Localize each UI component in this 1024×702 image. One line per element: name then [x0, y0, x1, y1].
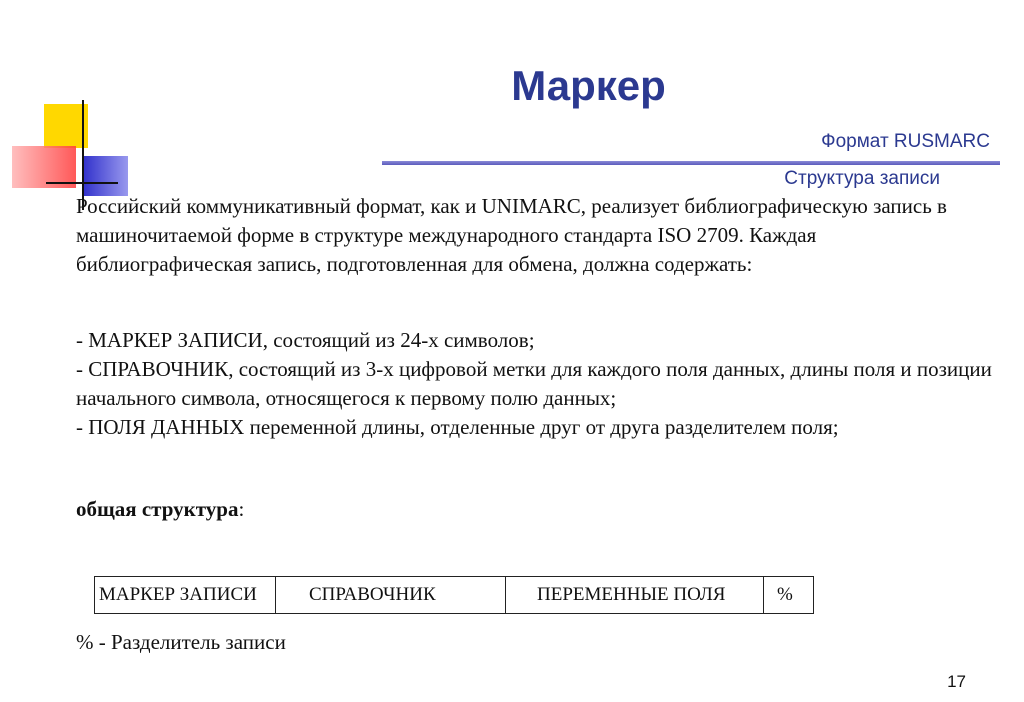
- cell-record-separator: %: [777, 584, 793, 605]
- slide-title: Маркер: [511, 62, 666, 109]
- decor-horizontal-line: [46, 182, 118, 184]
- record-structure-table: [94, 576, 814, 614]
- subtitle-format: Формат RUSMARC: [821, 131, 990, 152]
- title-rule: [382, 161, 1000, 165]
- general-structure-heading: [76, 495, 244, 524]
- cell-divider: [763, 577, 764, 613]
- cell-divider: [505, 577, 506, 613]
- separator-note: % - Разделитель записи: [76, 630, 286, 654]
- list-item: - СПРАВОЧНИК, состоящий из 3-х цифровой метки для каждого поля данных, длины поля и позиции начального символа, относящегося к первому полю данных;: [76, 357, 992, 410]
- content-list: [76, 326, 996, 442]
- decor-blue-square: [84, 156, 128, 196]
- general-structure-colon: :: [238, 497, 245, 521]
- list-item: - МАРКЕР ЗАПИСИ, состоящий из 24-х символов;: [76, 328, 535, 352]
- subtitle-section: Структура записи: [784, 168, 940, 189]
- list-item: - ПОЛЯ ДАННЫХ переменной длины, отделенные друг от друга разделителем поля;: [76, 415, 839, 439]
- page-number: 17: [947, 672, 966, 691]
- cell-marker: МАРКЕР ЗАПИСИ: [99, 584, 257, 605]
- intro-paragraph: Российский коммуникативный формат, как и UNIMARC, реализует библиографическую запись в машиночитаемой форме в структуре международного стандарта ISO 2709. Каждая библиографическая запись, подготовленная для обмена, должна содержать:: [76, 194, 947, 276]
- general-structure-label: общая структура: [76, 497, 239, 521]
- cell-directory: СПРАВОЧНИК: [309, 584, 436, 605]
- cell-variable-fields: ПЕРЕМЕННЫЕ ПОЛЯ: [537, 584, 726, 605]
- cell-divider: [275, 577, 276, 613]
